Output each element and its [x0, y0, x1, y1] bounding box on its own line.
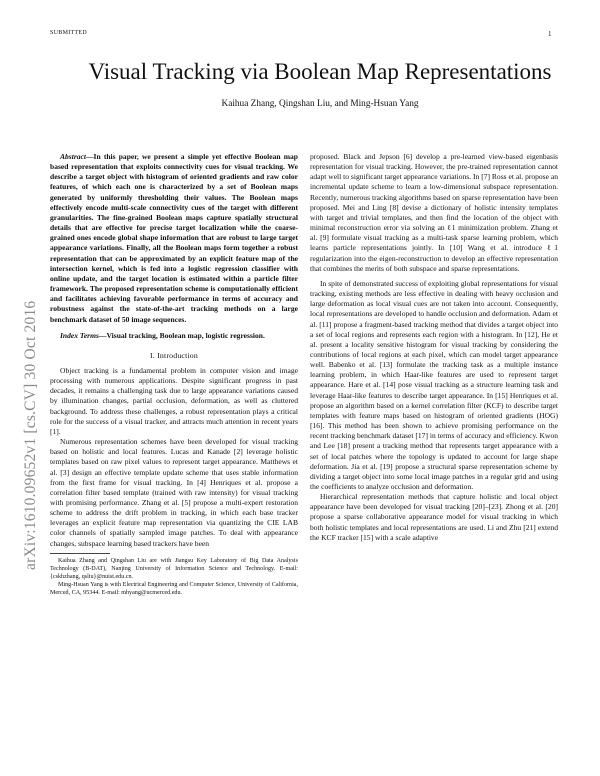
body-paragraph: proposed. Black and Jepson [6] develop a pre-learned view-based eigenbasis representation for visual tracking. However, the pre-trained representation cannot adapt well to significant target appearance variations. In [7] Ross et al. propose an incremental update scheme to learn a low-dimensional subspace representation. Recently, numerous tracking algorithms based on sparse representation have been proposed. Mei and Ling [8] devise a dictionary of holistic intensity templates with target and trivial templates, and then find the location of the object with minimal reconstruction error via solving an ℓ1 minimization problem. Zhang et al. [9] formulate visual tracking as a multi-task sparse learning problem, which learns particle representations jointly. In [10] Wang et al. introduce ℓ1 regularization into the eigen-reconstruction to develop an effective representation that combines the merits of both subspace and sparse representations.: [310, 152, 558, 273]
footnote: Kaihua Zhang and Qingshan Liu are with Jiangsu Key Laboratory of Big Data Analysis Technology (B-DAT), Nanjing University of Information Science and Technology. E-mail: {cskhzhang, qsliu}@nuist.edu.cn.: [50, 557, 298, 580]
index-terms: [50, 331, 298, 341]
footnotes: [50, 557, 298, 597]
footnote: Ming-Hsuan Yang is with Electrical Engineering and Computer Science, University of California, Merced, CA, 95344. E-mail: mhyang@ucmerced.edu.: [50, 581, 298, 596]
body-paragraph: Numerous representation schemes have been developed for visual tracking based on holistic and local features. Lucas and Kanade [2] leverage holistic templates based on raw pixel values to represent target appearance. Matthews et al. [3] design an effective template update scheme that uses stable information from the first frame for visual tracking. In [4] Henriques et al. propose a correlation filter based template (trained with raw intensity) for visual tracking with promising performance. Zhang et al. [5] propose a multi-expert restoration scheme to address the drift problem in tracking, in which each base tracker leverages an explicit feature map representation via quantizing the CIE LAB color channels of spatially sampled image patches. To deal with appearance changes, subspace learning based trackers have been: [50, 437, 298, 548]
index-terms-text: —Visual tracking, Boolean map, logistic regression.: [98, 330, 265, 340]
right-column: [310, 152, 558, 543]
running-header: SUBMITTED: [50, 30, 88, 36]
body-paragraph: Hierarchical representation methods that capture holistic and local object appearance have been developed for visual tracking [20]–[23]. Zhong et al. [20] propose a sparse collaborative appearance model for visual tracking in which both holistic templates and local representations are used. Li and Zhu [21] extend the KCF tracker [15] with a scale adaptive: [310, 492, 558, 542]
abstract-label: Abstract: [60, 152, 86, 161]
arxiv-stamp[interactable]: arXiv:1610.09652v1 [cs.CV] 30 Oct 2016: [22, 300, 39, 570]
paper-title: Visual Tracking via Boolean Map Representations: [88, 59, 552, 84]
abstract: [50, 152, 298, 325]
section-heading: I. Introduction: [149, 350, 199, 360]
index-terms-label: Index Terms: [60, 330, 99, 340]
left-column: [50, 152, 298, 597]
abstract-text: —In this paper, we present a simple yet effective Boolean map based representation that exploits connectivity cues for visual tracking. We describe a target object with histogram of oriented gradients and raw color features, of which each one is characterized by a set of Boolean maps generated by uniformly thresholding their values. The Boolean maps effectively encode multi-scale connectivity cues of the target with different granularities. The fine-grained Boolean maps capture spatially structural details that are effective for precise target localization while the coarse-grained ones encode global shape information that are robust to large target appearance variations. Finally, all the Boolean maps form together a robust representation that can be approximated by an explicit feature map of the intersection kernel, which is fed into a logistic regression classifier with online update, and the target location is estimated within a particle filter framework. The proposed representation scheme is computationally efficient and facilitates achieving favorable performance in terms of accuracy and robustness against the state-of-the-art tracking methods on a large benchmark dataset of 50 image sequences.: [50, 152, 298, 324]
body-paragraph: Object tracking is a fundamental problem in computer vision and image processing with numerous applications. Despite significant progress in past decades, it remains a challenging task due to large appearance variations caused by illumination changes, partial occlusion, deformation, as well as cluttered background. To address these challenges, a robust representation plays a critical role for the success of a visual tracker, and attracts much attention in recent years [1].: [50, 365, 298, 436]
body-paragraph: In spite of demonstrated success of exploiting global representations for visual tracking, existing methods are less effective in dealing with heavy occlusion and large deformation as local visual cues are not taken into account. Consequently, local representations are developed to handle occlusion and deformation. Adam et al. [11] propose a fragment-based tracking method that divides a target object into a set of local regions and represents each region with a histogram. In [12], He et al. present a locality sensitive histogram for visual tracking by considering the contributions of local regions at each pixel, which can model target appearance well. Babenko et al. [13] formulate the tracking task as a multiple instance learning problem, in which Haar-like features are used to represent target appearance. Hare et al. [14] pose visual tracking as a structure learning task and leverage Haar-like features to describe target appearance. In [15] Henriques et al. propose an algorithm based on a kernel correlation filter (KCF) to describe target templates with feature maps based on histogram of oriented gradients (HOG) [16]. This method has been shown to achieve promising performance on the recent tracking benchmark dataset [17] in terms of accuracy and efficiency. Kwon and Lee [18] present a tracking method that represents target appearance with a set of local patches where the topology is updated to account for large shape deformation. Jia et al. [19] propose a structural sparse representation scheme by dividing a target object into some local image patches in a regular grid and using the coefficients to analyze occlusion and deformation.: [310, 278, 558, 491]
author-list: Kaihua Zhang, Qingshan Liu, and Ming-Hsuan Yang: [221, 99, 419, 109]
footnote-divider: [50, 553, 110, 554]
page-number: 1: [548, 30, 552, 38]
